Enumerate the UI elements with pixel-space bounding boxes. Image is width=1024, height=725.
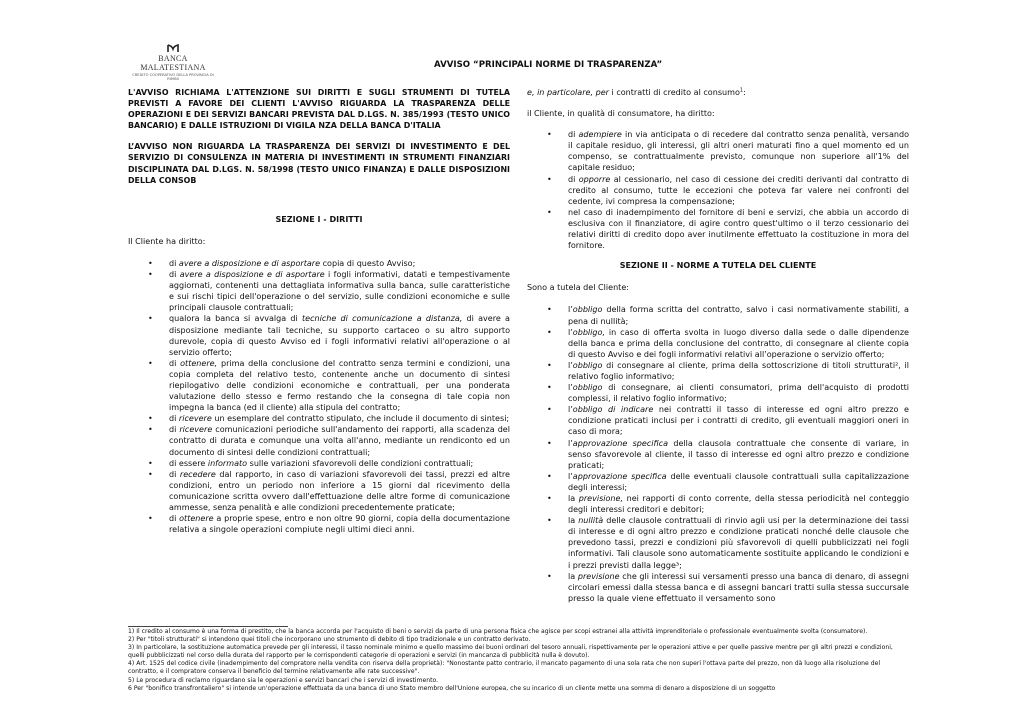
list-item: • di ottenere, prima della conclusione del contratto senza termini e condizioni, una copia completa del relativo testo, contenente anche un documento di sintesi riepilogativo delle condizioni economiche e contrattuali, per una ponderata valutazione dello stesso e fermo restando che la consegna di tale copia non impegna la banca (ed il cliente) alla stipula del contratto; [128, 358, 510, 413]
intro-paragraph-2: L’AVVISO NON RIGUARDA LA TRASPARENZA DEI SERVIZI DI INVESTIMENTO E DEL SERVIZIO DI CONSULENZA IN MATERIA DI INVESTIMENTI IN STRUMENTI FINANZIARI DISCIPLINATA DAL D.LGS. N. 58/1998 (TESTO UNICO FINANZA) E DALLE DISPOSIZIONI DELLA CONSOB [128, 142, 510, 185]
consumer-lead: il Cliente, in qualità di consumatore, ha diritto: [527, 109, 715, 119]
list-item: • di opporre al cessionario, nel caso di cessione dei crediti derivanti dal contratto di credito al consumo, tutte le eccezioni che poteva far valere nei confronti del cedente, ivi compresa la compensazione; [527, 174, 909, 207]
list-item: • qualora la banca si avvalga di tecniche di comunicazione a distanza, di avere a disposizione mediante tali tecniche, su supporto cartaceo o su altro supporto durevole, copia di questo Avviso ed i fogli informativi relativi all'operazione o al servizio offerto; [128, 313, 510, 357]
list-item: • l’approvazione specifica della clausola contrattuale che consente di variare, in senso sfavorevole al cliente, il tasso di interesse ed ogni altro prezzo e condizione praticati; [527, 438, 909, 471]
consumer-credit-intro: e, in particolare, per i contratti di credito al consumo$^1$: [527, 87, 746, 97]
list-item: • la previsione che gli interessi sui versamenti presso una banca di denaro, di assegni circolari emessi dalla stessa banca e di assegni bancari tratti sulla stessa succursale presso la quale viene effettuato il versamento sono [527, 571, 909, 604]
list-item: • di ottenere a proprie spese, entro e non oltre 90 giorni, copia della documentazione relativa a singole operazioni compiute negli ultimi dieci anni. [128, 513, 510, 535]
footnote: 5) Le procedura di reclamo riguardano sia le operazioni e servizi bancari che i servizi di investimento. [128, 676, 439, 684]
footnote: 3) In particolare, la sostituzione automatica prevede per gli interessi, il tasso nominale minimo e quello massimo dei buoni ordinari del tesoro annuali, rispettivamente per le operazioni attive e per quelle passive mentre per gli altri prezzi e condizioni, quelli pubblicizzati nel corso della durata del rapporto per le corrispondenti categorie di operazioni e servizi (in mancanza di pubblicità nulla è dovuto). [128, 644, 893, 660]
footnote-divider [128, 626, 288, 627]
section-2-title: SEZIONE II - NORME A TUTELA DEL CLIENTE [619, 261, 817, 271]
section-1-lead: Il Cliente ha diritto: [128, 236, 206, 246]
footnote: 6 Per "bonifico transfrontaliero" si intende un'operazione effettuata da una banca di uno Stato membro dell'Unione europea, che su incarico di un cliente mette una somma di denaro a disposizione di un soggetto [128, 684, 776, 692]
list-item: • di recedere dal rapporto, in caso di variazioni sfavorevoli dei tassi, prezzi ed altre condizioni, entro un periodo non inferiore a 15 giorni dal ricevimento della comunicazione scritta ovvero dall'effettuazione delle altre forme di comunicazione ammesse, senza penalità e alle condizioni precedentemente praticate; [128, 469, 510, 513]
footnote: 2) Per "titoli strutturati" si intendono quei titoli che incorporano uno strumento di debito di tipo tradizionale e un contratto derivato. [128, 636, 531, 644]
list-item: • l’approvazione specifica delle eventuali clausole contrattuali sulla capitalizzazione degli interessi; [527, 471, 909, 493]
list-item: • di ricevere un esemplare del contratto stipulato, che include il documento di sintesi; [128, 413, 510, 424]
bank-name: BANCA MALATESTIANA [140, 54, 206, 72]
list-item: • l’obbligo, in caso di offerta svolta in luogo diverso dalla sede o dalle dipendenze della banca e prima della conclusione del contratto, di consegnare al cliente copia di questo Avviso e dei fogli informativi relativi all’operazione o servizio offerto; [527, 327, 909, 360]
list-item: • di avere a disposizione e di asportare i fogli informativi, datati e tempestivamente aggiornati, contenenti una dettagliata informativa sulla banca, sulle caratteristiche e sui rischi tipici dell'operazione o del servizio, sulle condizioni economiche e sulle principali clausole contrattuali; [128, 269, 510, 313]
list-item: • l’obbligo di indicare nei contratti il tasso di interesse ed ogni altro prezzo e condizione praticati inclusi per i contratti di credito, gli eventuali maggiori oneri in caso di mora; [527, 404, 909, 437]
list-item: • la previsione, nei rapporti di conto corrente, della stessa periodicità nel conteggio degli interessi creditori e debitori; [527, 493, 909, 515]
bank-emblem-icon [166, 44, 180, 53]
rights-list [128, 258, 510, 535]
list-item: • l’obbligo di consegnare al cliente, prima della sottoscrizione di titoli strutturati², il relativo foglio informativo; [527, 360, 909, 382]
consumer-rights-list [527, 129, 909, 251]
left-column [128, 87, 510, 535]
document-title: AVVISO “PRINCIPALI NORME DI TRASPARENZA” [434, 60, 663, 70]
list-item: • nel caso di inadempimento del fornitore di beni e servizi, che abbia un accordo di esclusiva con il finanziatore, di agire contro quest'ultimo o il terzo cessionario dei relativi diritti di credito dopo aver inutilmente effettuato la costituzione in mora del fornitore. [527, 207, 909, 251]
list-item: • l’obbligo della forma scritta del contratto, salvo i casi normativamente stabiliti, a pena di nullità; [527, 304, 909, 326]
bank-subtitle: CREDITO COOPERATIVO DELLA PROVINCIA DI RIMINI [132, 73, 214, 81]
footnote: 1) Il credito al consumo è una forma di prestito, che la banca accorda per l'acquisto di beni o servizi da parte di una persona fisica che agisce per scopi estranei alla attività imprenditoriale o professionale eventualmente svolta (consumatore). [128, 628, 868, 635]
list-item: • di essere informato sulle variazioni sfavorevoli delle condizioni contrattuali; [128, 458, 510, 469]
section-2-lead: Sono a tutela del Cliente: [527, 283, 629, 293]
intro-paragraph-1: L'AVVISO RICHIAMA L'ATTENZIONE SUI DIRITTI E SUGLI STRUMENTI DI TUTELA PREVISTI A FAVORE DEI CLIENTI L'AVVISO RIGUARDA LA TRASPARENZA DELLE OPERAZIONI E DEI SERVIZI BANCARI PREVISTA DAL D.LGS. N. 385/1993 (TESTO UNICO BANCARIO) E DALLE ISTRUZIONI DI VIGILA NZA DELLA BANCA D'ITALIA [128, 88, 510, 131]
footnotes [128, 628, 910, 693]
list-item: • di adempiere in via anticipata o di recedere dal contratto senza penalità, versando il capitale residuo, gli interessi, gli altri oneri maturati fino a quel momento ed un compenso, se contrattualmente previsto, comunque non superiore all'1% del capitale residuo; [527, 129, 909, 173]
section-1-title: SEZIONE I - DIRITTI [275, 214, 363, 224]
protections-list [527, 304, 909, 604]
bank-logo [128, 44, 218, 81]
list-item: • di avere a disposizione e di asportare copia di questo Avviso; [128, 258, 510, 269]
footnote: 4) Art. 1525 del codice civile (inadempimento del compratore nella vendita con riserva della proprietà): "Nonostante patto contrario, il mancato pagamento di una sola rata che non superi l'ottava parte del prezzo, non dà luogo alla risoluzione del contratto, e il compratore conserva il beneficio del termine relativamente alle rate successive". [128, 660, 881, 676]
right-column [527, 87, 909, 604]
list-item: • di ricevere comunicazioni periodiche sull'andamento dei rapporti, alla scadenza del contratto di durata e comunque una volta all'anno, mediante un rendiconto ed un documento di sintesi delle condizioni contrattuali; [128, 424, 510, 457]
list-item: • la nullità delle clausole contrattuali di rinvio agli usi per la determinazione dei tassi di interesse e di ogni altro prezzo e condizione praticati nonché delle clausole che prevedono tassi, prezzi e condizioni più sfavorevoli di quelli pubblicizzati nei fogli informativi. Tali clausole sono automaticamente sostituite applicando le condizioni e i prezzi previsti dalla legge³; [527, 515, 909, 570]
list-item: • l’obbligo di consegnare, ai clienti consumatori, prima dell'acquisto di prodotti complessi, il relativo foglio informativo; [527, 382, 909, 404]
